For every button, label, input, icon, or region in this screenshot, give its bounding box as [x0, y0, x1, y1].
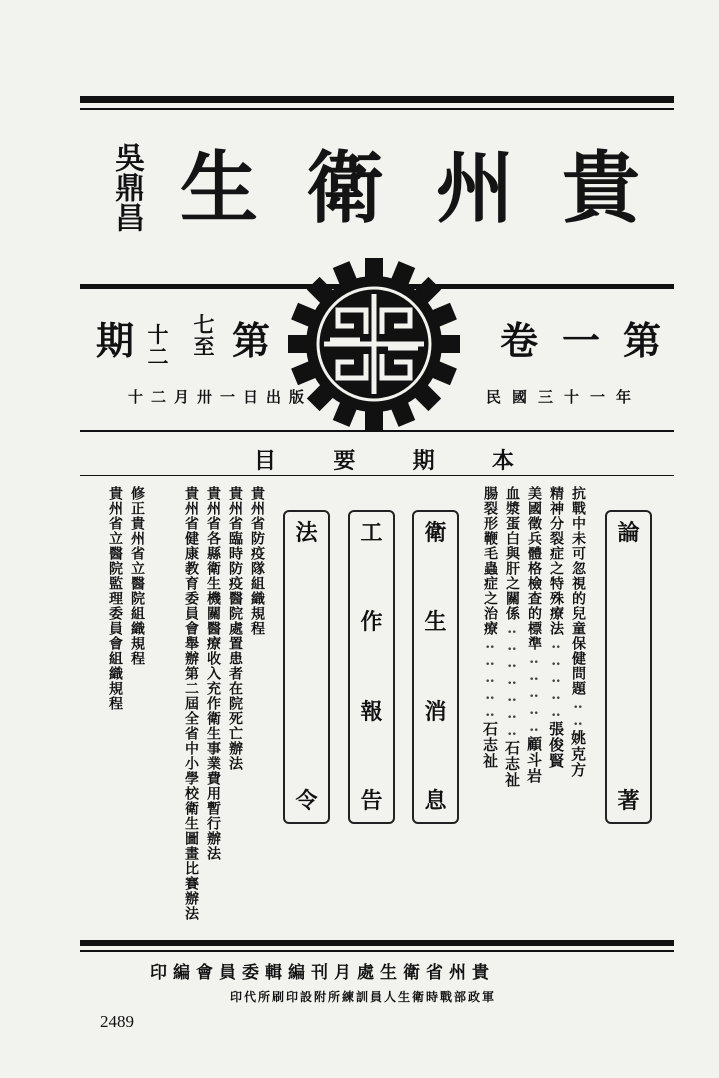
toc-rule: [80, 475, 674, 476]
title-char-3: 衛: [306, 143, 385, 234]
volume-char-di: 第: [623, 318, 662, 363]
bottom-rule-thin: [80, 950, 674, 952]
section-gongzuo: 工 作 報 告: [348, 510, 395, 824]
top-rule-thick: [80, 96, 674, 103]
title-char-1: 貴: [562, 143, 641, 234]
section-faling: 法 令: [283, 510, 330, 824]
title-char-2: 州: [436, 143, 515, 234]
top-rule-thin: [80, 108, 674, 110]
section-weisheng: 衛 生 消 息: [412, 510, 459, 824]
article-1: 抗戰中未可忽視的兒童保健問題‥‥姚克方: [569, 486, 587, 778]
issue-twelve: 十 二: [147, 322, 169, 369]
article-2: 精神分裂症之特殊療法‥‥‥‥‥張俊賢: [547, 486, 565, 769]
title-char-4: 生: [180, 143, 259, 234]
band-rule-bottom: [80, 430, 674, 432]
regulation-4: 貴州省健康教育委員會舉辦第二屆全省中小學校衛生圖畫比賽辦法: [183, 486, 199, 921]
emblem-icon: [288, 258, 460, 430]
section-lunzhu: 論 著: [605, 510, 652, 824]
regulation-6: 貴州省立醫院監理委員會組織規程: [107, 486, 123, 711]
author-signature: 吳鼎昌: [109, 142, 144, 232]
issue-char-qi: 期: [96, 318, 135, 363]
printer-line: 軍政部戰時衛生人員訓練所附設印刷所代印: [230, 990, 497, 1004]
toc-heading: 目 要 期 本: [254, 448, 514, 474]
regulation-2: 貴州省臨時防疫醫院處置患者在院死亡辦法: [227, 486, 243, 771]
regulation-5: 修正貴州省立醫院組織規程: [129, 486, 145, 666]
article-3: 美國徵兵體格檢查的標準‥‥‥‥‥顧斗岩: [525, 486, 543, 784]
volume-number: 一: [562, 318, 601, 363]
article-5: 腸裂形鞭毛蟲症之治療‥‥‥‥‥石志祉: [481, 486, 499, 769]
article-4: 血漿蛋白與肝之關係‥‥‥‥‥‥‥石志祉: [503, 486, 521, 788]
bottom-rule-thick: [80, 940, 674, 946]
issue-range: 七 至: [193, 312, 215, 359]
date-day: 十二月卅一日出版: [128, 388, 313, 406]
issue-char-di: 第: [232, 318, 271, 363]
page-number: 2489: [100, 1012, 134, 1031]
publisher-line: 貴州省衛生處月刊編輯委員會編印: [150, 963, 495, 983]
volume-char-juan: 卷: [500, 318, 539, 363]
regulation-1: 貴州省防疫隊組織規程: [249, 486, 265, 636]
date-year: 民國三十一年: [486, 388, 643, 406]
regulation-3: 貴州省各縣衛生機關醫療收入充作衛生事業費用暫行辦法: [205, 486, 221, 861]
